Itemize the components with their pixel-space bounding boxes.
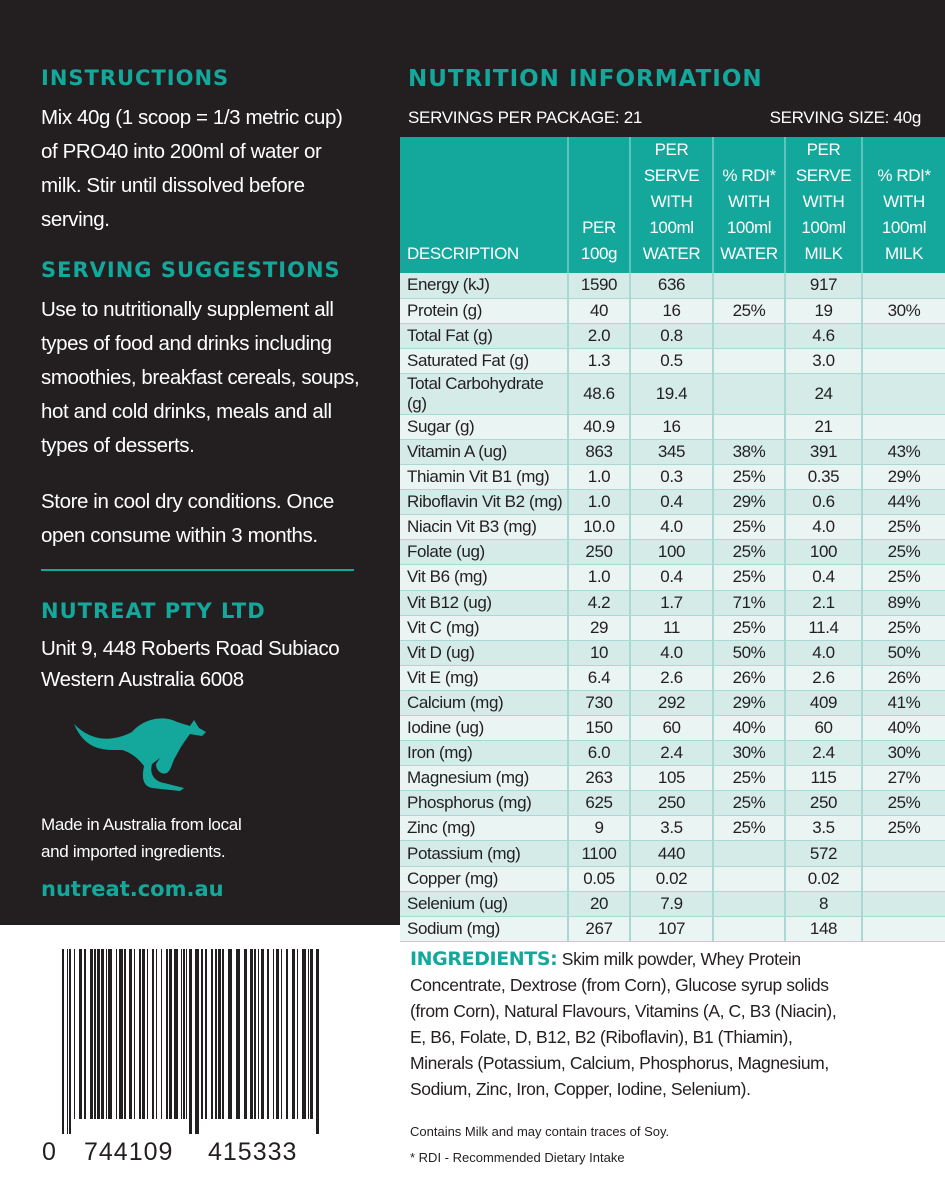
barcode-bar <box>292 949 295 1119</box>
allergen-note: Contains Milk and may contain traces of Soy. <box>410 1124 670 1139</box>
made-in-line-1: Made in Australia from local <box>41 815 242 834</box>
table-row <box>400 298 945 323</box>
barcode-bar <box>310 949 313 1119</box>
nutrient-value: 4.0 <box>630 640 713 665</box>
serving-suggestions-text: Use to nutritionally supplement all types of food and drinks including smoothies, breakfast cereals, soups, hot and cold drinks, meals and all types of desserts. <box>41 298 360 457</box>
barcode-bar <box>228 949 232 1119</box>
nutrient-value: 0.3 <box>630 465 713 490</box>
barcode-bar <box>186 949 187 1119</box>
table-row <box>400 515 945 540</box>
nutrient-value: 43% <box>862 439 945 464</box>
nutrient-name: Riboflavin Vit B2 (mg) <box>400 490 568 515</box>
table-row <box>400 766 945 791</box>
nutrient-value: 4.6 <box>785 323 862 348</box>
nutrient-value: 3.5 <box>785 816 862 841</box>
nutrient-name: Copper (mg) <box>400 866 568 891</box>
barcode-bar <box>218 949 221 1119</box>
nutrient-value: 30% <box>713 741 785 766</box>
nutrient-value <box>862 323 945 348</box>
table-row <box>400 323 945 348</box>
barcode-bar <box>79 949 82 1119</box>
barcode-bar <box>152 949 154 1119</box>
barcode-digit-system: 0 <box>42 1138 57 1166</box>
barcode-bar <box>174 949 178 1119</box>
nutrient-value: 0.6 <box>785 490 862 515</box>
nutrient-value: 50% <box>862 640 945 665</box>
nutrient-name: Vit D (ug) <box>400 640 568 665</box>
barcode-bar <box>297 949 298 1119</box>
nutrient-value: 625 <box>568 791 630 816</box>
nutrient-value: 11 <box>630 615 713 640</box>
nutrient-value: 29% <box>713 690 785 715</box>
barcode-bar <box>195 949 199 1134</box>
nutrient-value: 40% <box>862 716 945 741</box>
barcode-bar <box>142 949 145 1119</box>
nutrient-name: Vit B6 (mg) <box>400 565 568 590</box>
nutrient-value: 25% <box>713 615 785 640</box>
company-name: NUTREAT PTY LTD <box>41 599 266 623</box>
nutrient-value: 40% <box>713 716 785 741</box>
nutrient-value: 7.9 <box>630 891 713 916</box>
nutrient-value: 44% <box>862 490 945 515</box>
nutrient-value: 19 <box>785 298 862 323</box>
table-row <box>400 916 945 941</box>
column-header: PER 100g <box>568 137 630 273</box>
nutrient-value: 105 <box>630 766 713 791</box>
table-row <box>400 439 945 464</box>
nutrient-value: 6.0 <box>568 741 630 766</box>
nutrient-value: 0.4 <box>630 565 713 590</box>
nutrient-value: 20 <box>568 891 630 916</box>
nutrient-value: 25% <box>713 791 785 816</box>
ingredients-text: Skim milk powder, Whey Protein Concentrate, Dextrose (from Corn), Glucose syrup solids (from Corn), Natural Flavours, Vitamins (A, C, B3 (Niacin), E, B6, Folate, D, B12, B2 (Riboflavin), B1 (Thiamin), Minerals (Potassium, Calcium, Phosphorus, Magnesium, Sodium, Zinc, Iron, Copper, Iodine, Selenium). <box>410 949 837 1099</box>
table-row <box>400 891 945 916</box>
table-row <box>400 866 945 891</box>
nutrient-value: 1.0 <box>568 490 630 515</box>
nutrient-name: Thiamin Vit B1 (mg) <box>400 465 568 490</box>
table-row <box>400 490 945 515</box>
barcode-bar <box>254 949 256 1119</box>
table-row <box>400 540 945 565</box>
column-header: % RDI* WITH 100ml WATER <box>713 137 785 273</box>
barcode-bar <box>281 949 282 1119</box>
nutrient-value: 11.4 <box>785 615 862 640</box>
serving-size: SERVING SIZE: 40g <box>769 108 921 127</box>
barcode-bar <box>129 949 132 1119</box>
barcode-bar <box>74 949 75 1119</box>
nutrient-value: 150 <box>568 716 630 741</box>
nutrient-value <box>862 916 945 941</box>
nutrient-name: Protein (g) <box>400 298 568 323</box>
made-in-australia <box>41 811 241 865</box>
nutrient-value: 60 <box>630 716 713 741</box>
barcode-bar <box>101 949 104 1119</box>
nutrient-value: 25% <box>713 766 785 791</box>
barcode-bar <box>134 949 135 1119</box>
nutrient-value: 60 <box>785 716 862 741</box>
nutrient-value: 10 <box>568 640 630 665</box>
nutrient-value: 2.0 <box>568 323 630 348</box>
nutrient-value: 41% <box>862 690 945 715</box>
nutrient-value: 107 <box>630 916 713 941</box>
barcode-bar <box>147 949 148 1119</box>
barcode-bar <box>166 949 168 1119</box>
nutrient-value: 16 <box>630 298 713 323</box>
barcode-bar <box>267 949 269 1119</box>
nutrient-value: 250 <box>630 791 713 816</box>
nutrient-value: 4.0 <box>785 640 862 665</box>
nutrient-value: 0.4 <box>785 565 862 590</box>
servings-per-package: SERVINGS PER PACKAGE: 21 <box>408 108 643 127</box>
nutrient-value <box>862 273 945 298</box>
nutrient-value: 19.4 <box>630 373 713 414</box>
nutrient-value <box>713 373 785 414</box>
nutrient-name: Vit E (mg) <box>400 665 568 690</box>
barcode-bar <box>244 949 247 1119</box>
nutrient-name: Total Fat (g) <box>400 323 568 348</box>
website-link[interactable]: nutreat.com.au <box>41 877 224 901</box>
nutrient-value: 1590 <box>568 273 630 298</box>
nutrient-value: 115 <box>785 766 862 791</box>
barcode-digits-left: 744109 <box>84 1138 174 1166</box>
nutrient-value <box>713 414 785 439</box>
barcode-bar <box>189 949 192 1134</box>
nutrient-value: 292 <box>630 690 713 715</box>
nutrient-name: Iodine (ug) <box>400 716 568 741</box>
nutrient-value: 100 <box>785 540 862 565</box>
barcode-bar <box>106 949 107 1119</box>
table-row <box>400 690 945 715</box>
nutrient-value <box>713 273 785 298</box>
table-row <box>400 565 945 590</box>
nutrient-value: 25% <box>862 540 945 565</box>
barcode-bar <box>308 949 309 1119</box>
nutrient-value: 50% <box>713 640 785 665</box>
nutrient-name: Energy (kJ) <box>400 273 568 298</box>
nutrient-value: 25% <box>862 791 945 816</box>
table-row <box>400 816 945 841</box>
barcode-bar <box>161 949 162 1119</box>
nutrient-value: 30% <box>862 741 945 766</box>
nutrient-value: 2.6 <box>785 665 862 690</box>
nutrient-value: 267 <box>568 916 630 941</box>
nutrient-value: 25% <box>713 540 785 565</box>
nutrient-name: Zinc (mg) <box>400 816 568 841</box>
nutrient-value <box>862 841 945 866</box>
nutrient-value: 2.4 <box>785 741 862 766</box>
nutrient-value: 440 <box>630 841 713 866</box>
nutrient-value: 0.8 <box>630 323 713 348</box>
nutrient-value: 0.4 <box>630 490 713 515</box>
nutrient-value: 3.5 <box>630 816 713 841</box>
column-header: PER SERVE WITH 100ml WATER <box>630 137 713 273</box>
nutrient-value <box>713 348 785 373</box>
barcode-bar <box>276 949 279 1119</box>
nutrient-value: 1.7 <box>630 590 713 615</box>
barcode-bar <box>250 949 253 1119</box>
ingredients <box>410 946 850 1102</box>
nutrient-value: 345 <box>630 439 713 464</box>
nutrient-value: 25% <box>713 515 785 540</box>
table-row <box>400 741 945 766</box>
address-line-2: Western Australia 6008 <box>41 668 244 691</box>
nutrient-value: 21 <box>785 414 862 439</box>
nutrient-value: 2.1 <box>785 590 862 615</box>
barcode-bar <box>67 949 68 1134</box>
barcode-bar <box>62 949 64 1134</box>
table-row <box>400 373 945 414</box>
nutrient-value: 27% <box>862 766 945 791</box>
kangaroo-logo-icon <box>72 712 207 792</box>
nutrient-value: 3.0 <box>785 348 862 373</box>
table-row <box>400 465 945 490</box>
nutrient-value: 148 <box>785 916 862 941</box>
nutrient-value: 25% <box>862 615 945 640</box>
nutrient-value: 4.0 <box>630 515 713 540</box>
nutrient-value: 89% <box>862 590 945 615</box>
nutrient-value <box>862 373 945 414</box>
barcode-bar <box>84 949 86 1119</box>
nutrient-value: 25% <box>713 565 785 590</box>
rdi-note: * RDI - Recommended Dietary Intake <box>410 1150 625 1165</box>
table-row <box>400 665 945 690</box>
nutrient-value: 2.6 <box>630 665 713 690</box>
nutrient-value <box>862 866 945 891</box>
barcode-bar <box>222 949 224 1119</box>
barcode-bar <box>215 949 217 1119</box>
table-row <box>400 348 945 373</box>
nutrient-value <box>713 323 785 348</box>
nutrient-value: 2.4 <box>630 741 713 766</box>
nutrient-value: 0.5 <box>630 348 713 373</box>
nutrient-value: 40.9 <box>568 414 630 439</box>
nutrient-value: 263 <box>568 766 630 791</box>
nutrient-value: 391 <box>785 439 862 464</box>
nutrient-value: 863 <box>568 439 630 464</box>
nutrient-value: 38% <box>713 439 785 464</box>
nutrient-name: Iron (mg) <box>400 741 568 766</box>
column-header: PER SERVE WITH 100ml MILK <box>785 137 862 273</box>
nutrient-value: 9 <box>568 816 630 841</box>
table-row <box>400 841 945 866</box>
table-row <box>400 615 945 640</box>
nutrient-value: 48.6 <box>568 373 630 414</box>
barcode-bar <box>69 949 71 1134</box>
barcode-bar <box>201 949 203 1119</box>
nutrient-value: 29% <box>862 465 945 490</box>
nutrient-value: 1100 <box>568 841 630 866</box>
barcode-bar <box>261 949 264 1119</box>
address-line-1: Unit 9, 448 Roberts Road Subiaco <box>41 637 340 660</box>
divider <box>41 569 354 571</box>
nutrient-value: 0.05 <box>568 866 630 891</box>
table-row <box>400 716 945 741</box>
barcode-bar <box>108 949 112 1119</box>
barcode <box>62 949 324 1134</box>
serving-suggestions-title: SERVING SUGGESTIONS <box>41 258 341 282</box>
barcode-bar <box>183 949 185 1119</box>
barcode-bar <box>124 949 126 1119</box>
nutrient-value: 1.0 <box>568 465 630 490</box>
nutrient-name: Vitamin A (ug) <box>400 439 568 464</box>
nutrient-value: 1.3 <box>568 348 630 373</box>
barcode-bar <box>181 949 182 1119</box>
table-row <box>400 414 945 439</box>
nutrient-value: 25% <box>862 816 945 841</box>
nutrient-name: Folate (ug) <box>400 540 568 565</box>
nutrient-value: 25% <box>862 515 945 540</box>
nutrient-value: 409 <box>785 690 862 715</box>
barcode-bar <box>97 949 100 1119</box>
barcode-bar <box>302 949 306 1119</box>
nutrient-name: Total Carbohydrate (g) <box>400 373 568 414</box>
barcode-bar <box>258 949 259 1119</box>
table-row <box>400 273 945 298</box>
nutrient-value: 250 <box>568 540 630 565</box>
barcode-bar <box>119 949 123 1119</box>
barcode-bar <box>211 949 213 1119</box>
nutrient-value: 0.02 <box>630 866 713 891</box>
nutrient-value: 25% <box>713 298 785 323</box>
nutrient-value: 25% <box>713 465 785 490</box>
nutrient-name: Sugar (g) <box>400 414 568 439</box>
nutrient-name: Selenium (ug) <box>400 891 568 916</box>
nutrition-title: NUTRITION INFORMATION <box>408 66 763 92</box>
nutrient-value: 730 <box>568 690 630 715</box>
barcode-bar <box>236 949 240 1119</box>
barcode-bar <box>205 949 207 1119</box>
table-row <box>400 590 945 615</box>
nutrient-value: 100 <box>630 540 713 565</box>
nutrient-value: 572 <box>785 841 862 866</box>
instructions-title: INSTRUCTIONS <box>41 66 230 90</box>
nutrient-value: 16 <box>630 414 713 439</box>
nutrient-value: 25% <box>862 565 945 590</box>
nutrient-value: 24 <box>785 373 862 414</box>
nutrient-value: 0.02 <box>785 866 862 891</box>
barcode-bar <box>139 949 141 1119</box>
nutrition-table <box>400 137 945 942</box>
nutrient-value: 10.0 <box>568 515 630 540</box>
column-header: % RDI* WITH 100ml MILK <box>862 137 945 273</box>
nutrient-value: 25% <box>713 816 785 841</box>
barcode-bar <box>90 949 93 1119</box>
barcode-bar <box>94 949 96 1119</box>
table-row <box>400 791 945 816</box>
nutrient-value: 917 <box>785 273 862 298</box>
nutrient-name: Phosphorus (mg) <box>400 791 568 816</box>
nutrient-value: 40 <box>568 298 630 323</box>
nutrient-name: Vit C (mg) <box>400 615 568 640</box>
nutrient-value <box>713 916 785 941</box>
storage-text: Store in cool dry conditions. Once open consume within 3 months. <box>41 490 334 547</box>
nutrient-value: 29 <box>568 615 630 640</box>
nutrient-value <box>862 414 945 439</box>
nutrient-value <box>862 348 945 373</box>
nutrient-value: 26% <box>713 665 785 690</box>
barcode-bar <box>286 949 288 1119</box>
nutrient-value <box>713 866 785 891</box>
barcode-bar <box>273 949 274 1119</box>
nutrient-value: 8 <box>785 891 862 916</box>
barcode-digits-right: 415333 <box>208 1138 298 1166</box>
nutrient-name: Sodium (mg) <box>400 916 568 941</box>
barcode-bar <box>156 949 157 1119</box>
nutrient-name: Saturated Fat (g) <box>400 348 568 373</box>
nutrient-name: Magnesium (mg) <box>400 766 568 791</box>
instructions-text: Mix 40g (1 scoop = 1/3 metric cup) of PRO40 into 200ml of water or milk. Stir until dissolved before serving. <box>41 106 343 231</box>
barcode-bar <box>116 949 117 1119</box>
barcode-bar <box>169 949 172 1119</box>
barcode-bar <box>316 949 319 1134</box>
nutrient-name: Niacin Vit B3 (mg) <box>400 515 568 540</box>
column-header: DESCRIPTION <box>400 137 568 273</box>
nutrient-value: 250 <box>785 791 862 816</box>
nutrient-name: Vit B12 (ug) <box>400 590 568 615</box>
made-in-line-2: and imported ingredients. <box>41 842 226 861</box>
nutrient-value <box>862 891 945 916</box>
nutrient-name: Calcium (mg) <box>400 690 568 715</box>
nutrient-value <box>713 891 785 916</box>
nutrient-value: 4.2 <box>568 590 630 615</box>
nutrient-value <box>713 841 785 866</box>
nutrient-value: 0.35 <box>785 465 862 490</box>
nutrient-value: 4.0 <box>785 515 862 540</box>
nutrient-value: 71% <box>713 590 785 615</box>
nutrient-value: 30% <box>862 298 945 323</box>
nutrient-name: Potassium (mg) <box>400 841 568 866</box>
nutrient-value: 6.4 <box>568 665 630 690</box>
nutrient-value: 26% <box>862 665 945 690</box>
nutrient-value: 29% <box>713 490 785 515</box>
nutrient-value: 636 <box>630 273 713 298</box>
table-row <box>400 640 945 665</box>
nutrient-value: 1.0 <box>568 565 630 590</box>
ingredients-label: INGREDIENTS: <box>410 948 558 970</box>
